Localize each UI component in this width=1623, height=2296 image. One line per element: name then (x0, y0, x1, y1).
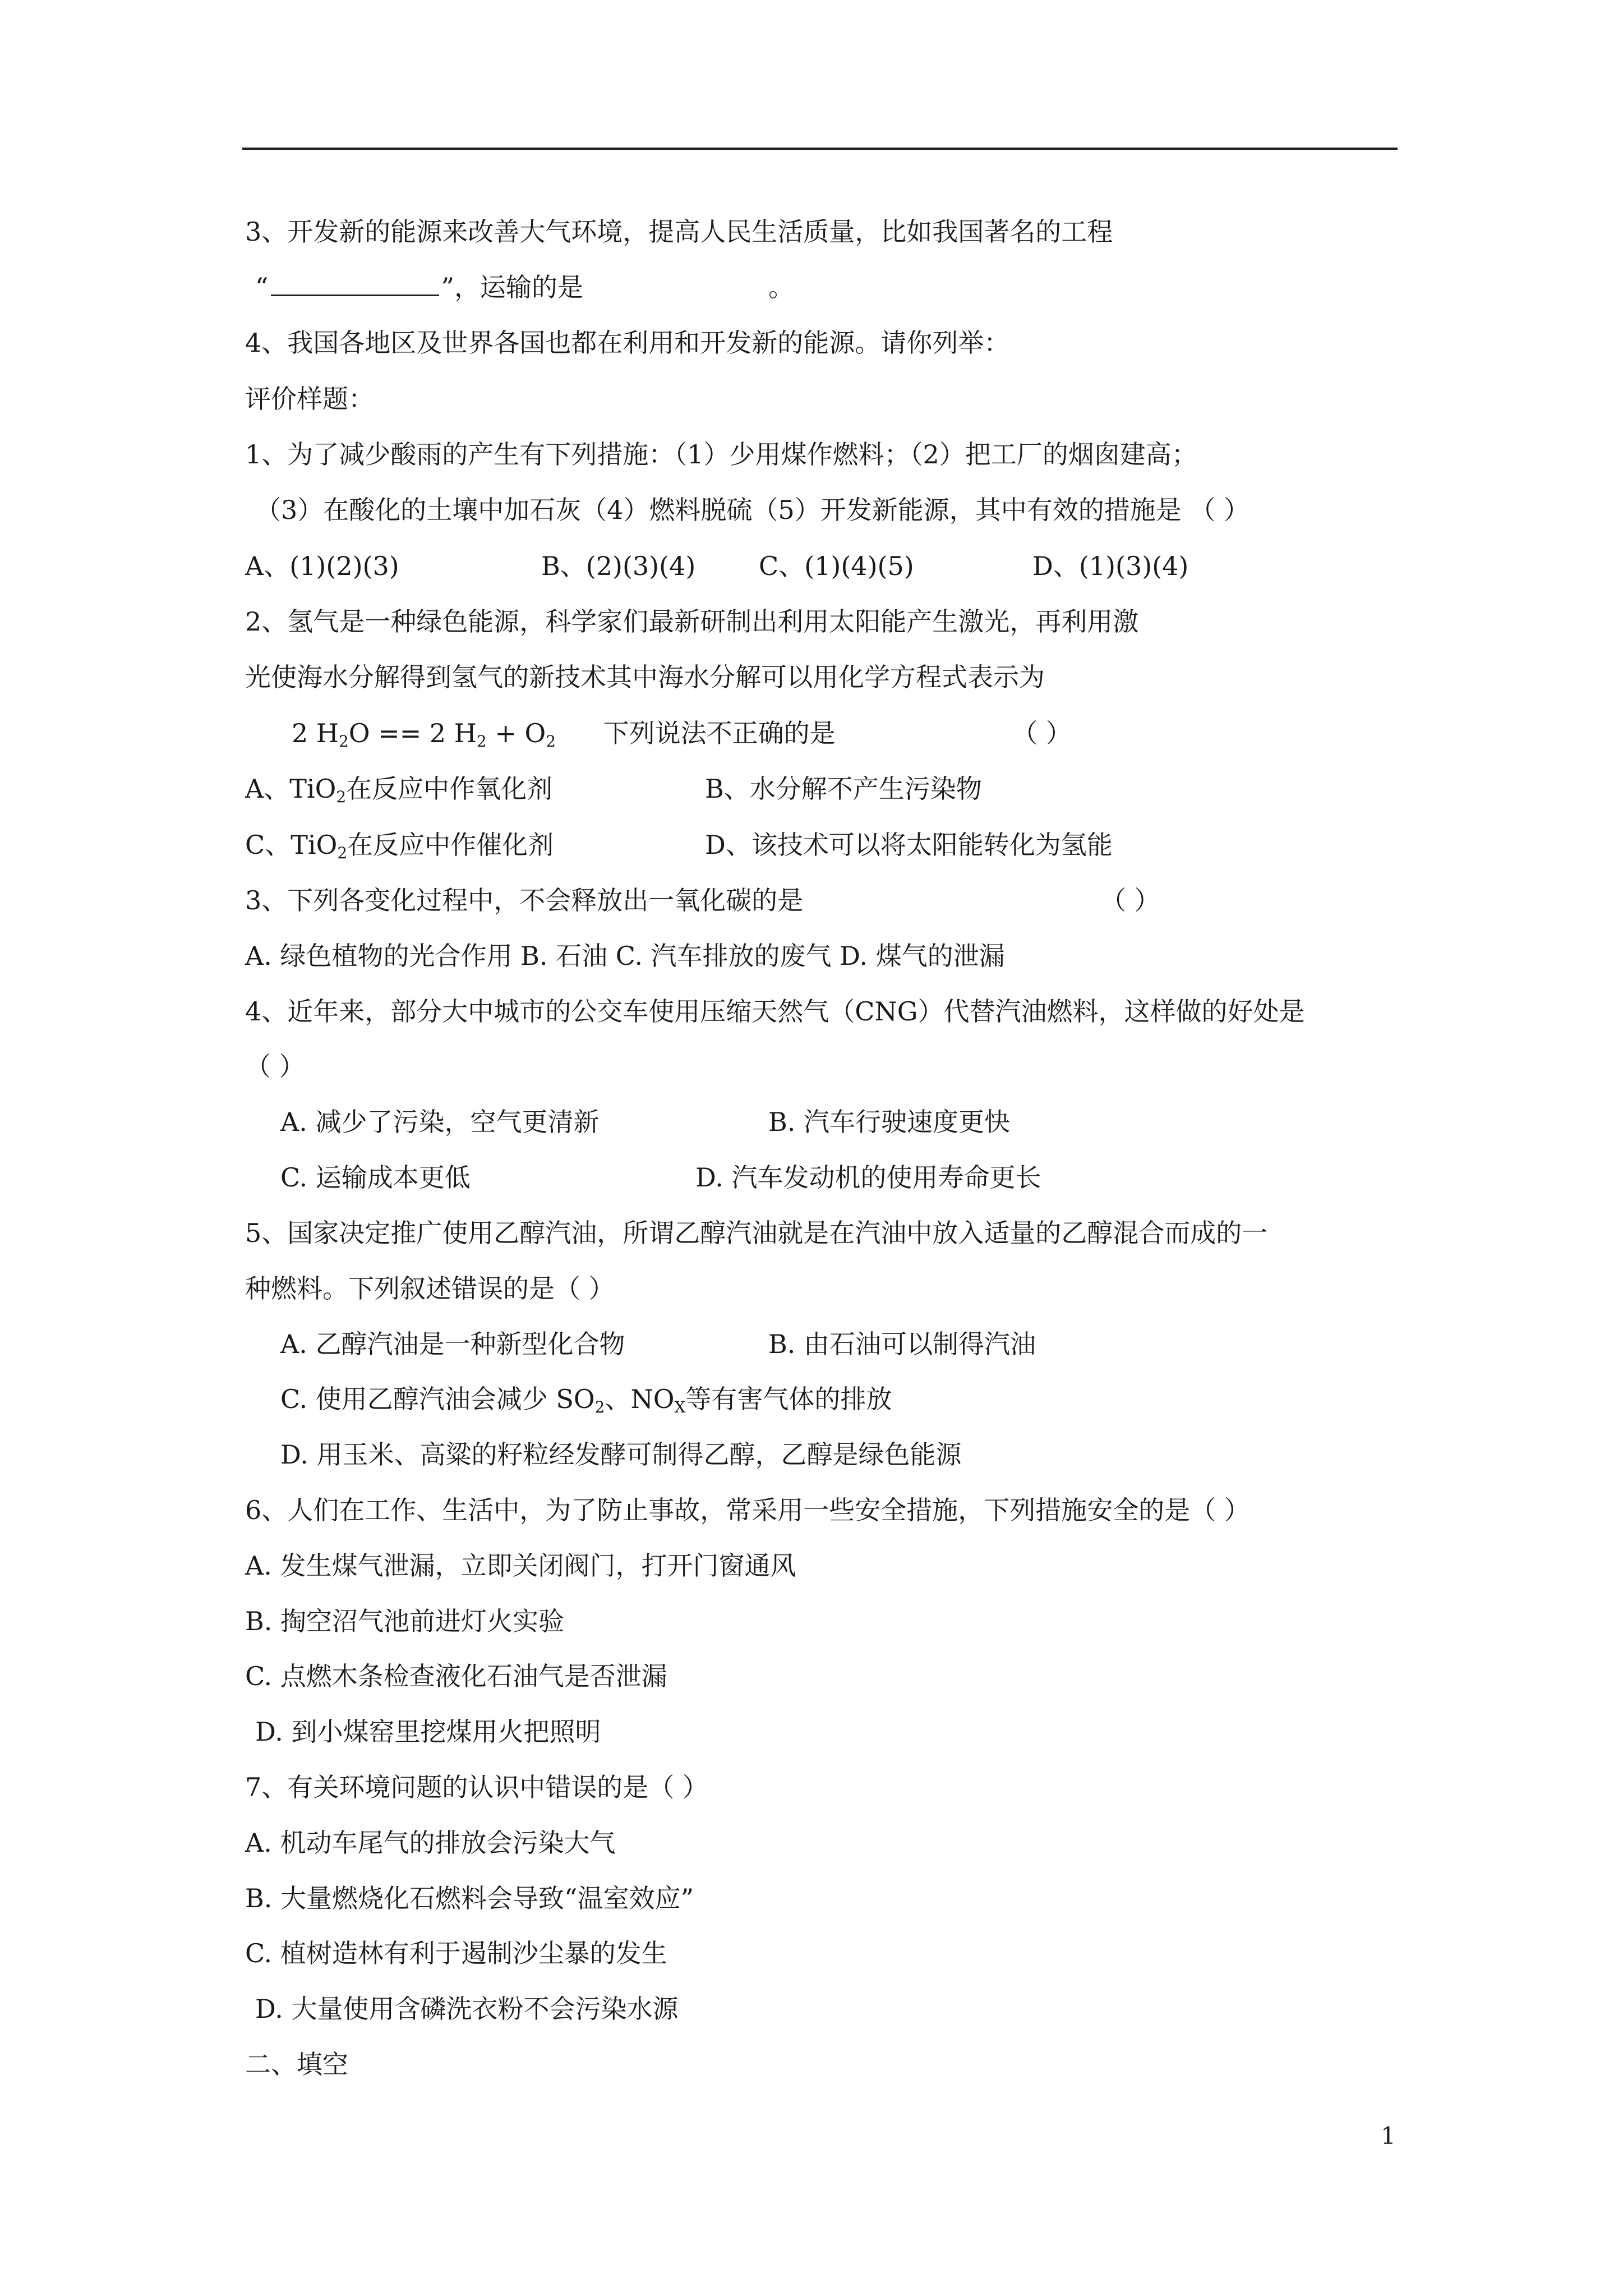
q2-option-b: B、水分解不产生污染物 (705, 774, 982, 804)
q7-option-b: B. 大量燃烧化石燃料会导致“温室效应” (245, 1883, 694, 1913)
q3-options: A. 绿色植物的光合作用 B. 石油 C. 汽车排放的废气 D. 煤气的泄漏 (245, 941, 1005, 971)
q5-options-ab (280, 1327, 1036, 1361)
q2-option-c: C、TiO$_2$在反应中作催化剂 (245, 830, 554, 862)
q7-stem: 7、有关环境问题的认识中错误的是（ ） (245, 1772, 708, 1802)
q1-options (245, 549, 1188, 583)
q4-option-b: B. 汽车行驶速度更快 (768, 1107, 1011, 1137)
intro-q3-line1: 3、开发新的能源来改善大气环境，提高人民生活质量，比如我国著名的工程 (245, 217, 1113, 247)
q5-option-a: A. 乙醇汽油是一种新型化合物 (280, 1329, 625, 1359)
fill-blank (271, 272, 439, 296)
q2-line1: 2、氢气是一种绿色能源，科学家们最新研制出利用太阳能产生激光，再利用激 (245, 606, 1139, 637)
q4-stem: 4、近年来，部分大中城市的公交车使用压缩天然气（CNG）代替汽油燃料，这样做的好处是 (245, 996, 1305, 1027)
q1-option-b: B、(2)(3)(4) (541, 551, 696, 581)
q2-option-a: A、TiO$_2$在反应中作氧化剂 (245, 774, 553, 806)
q2-options-cd (245, 828, 1113, 870)
q3-stem: 3、下列各变化过程中，不会释放出一氧化碳的是 (245, 885, 804, 915)
q2-options-ab (245, 772, 982, 814)
q5-option-b: B. 由石油可以制得汽油 (768, 1329, 1036, 1359)
q6-option-d: D. 到小煤窑里挖煤用火把照明 (255, 1717, 601, 1747)
q7-option-c: C. 植树造林有利于遏制沙尘暴的发生 (245, 1938, 667, 1968)
q4-options-cd (280, 1161, 1041, 1194)
section-fill-heading: 二、填空 (245, 2049, 348, 2079)
q5-line2: 种燃料。下列叙述错误的是（ ） (245, 1273, 615, 1304)
q2-question: 下列说法不正确的是 (603, 718, 836, 748)
q5-option-c: C. 使用乙醇汽油会减少 $SO_2$、$NO_X$等有害气体的排放 (280, 1384, 892, 1416)
q4-option-a: A. 减少了污染，空气更清新 (280, 1107, 600, 1137)
q6-stem: 6、人们在工作、生活中，为了防止事故，常采用一些安全措施，下列措施安全的是（ ） (245, 1495, 1250, 1525)
q1-line1: 1、为了减少酸雨的产生有下列措施：（1）少用煤作燃料；（2）把工厂的烟囱建高； (245, 439, 1197, 470)
q7-option-a: A. 机动车尾气的排放会污染大气 (245, 1828, 616, 1858)
q5-option-d: D. 用玉米、高粱的籽粒经发酵可制得乙醇，乙醇是绿色能源 (280, 1439, 962, 1470)
q6-option-a: A. 发生煤气泄漏，立即关闭阀门，打开门窗通风 (245, 1550, 796, 1581)
q2-equation-line (292, 716, 1072, 758)
chemical-equation: 2 $H_2O == 2$ $H_2 + O_2$ (292, 718, 556, 751)
q5-line1: 5、国家决定推广使用乙醇汽油，所谓乙醇汽油就是在汽油中放入适量的乙醇混合而成的一 (245, 1218, 1268, 1248)
answer-bracket: （ ） (245, 1051, 305, 1082)
answer-bracket: （ ） (1100, 885, 1160, 915)
q4-options-ab (280, 1105, 1010, 1139)
page-number: 1 (1381, 2122, 1396, 2150)
intro-q3-line2: “ ”，运输的是 。 (255, 272, 795, 302)
q1-option-c: C、(1)(4)(5) (759, 551, 914, 581)
q4-option-c: C. 运输成本更低 (280, 1162, 471, 1193)
q7-option-d: D. 大量使用含磷洗衣粉不会污染水源 (255, 1994, 679, 2024)
header-rule (242, 148, 1398, 150)
q4-option-d: D. 汽车发动机的使用寿命更长 (695, 1162, 1041, 1193)
q1-option-a: A、(1)(2)(3) (245, 551, 399, 581)
q1-option-d: D、(1)(3)(4) (1032, 551, 1189, 581)
intro-q4: 4、我国各地区及世界各国也都在利用和开发新的能源。请你列举： (245, 328, 1010, 358)
q3-stem-line (245, 884, 1160, 917)
answer-bracket: （ ） (1012, 718, 1072, 748)
q6-option-b: B. 掏空沼气池前进灯火实验 (245, 1606, 565, 1636)
q2-option-d: D、该技术可以将太阳能转化为氢能 (705, 830, 1113, 860)
q6-option-c: C. 点燃木条检查液化石油气是否泄漏 (245, 1661, 667, 1691)
q2-line2: 光使海水分解得到氢气的新技术其中海水分解可以用化学方程式表示为 (245, 662, 1045, 692)
section-eval-heading: 评价样题： (245, 384, 374, 414)
q1-line2: （3）在酸化的土壤中加石灰（4）燃料脱硫（5）开发新能源，其中有效的措施是 （ ） (255, 495, 1250, 525)
